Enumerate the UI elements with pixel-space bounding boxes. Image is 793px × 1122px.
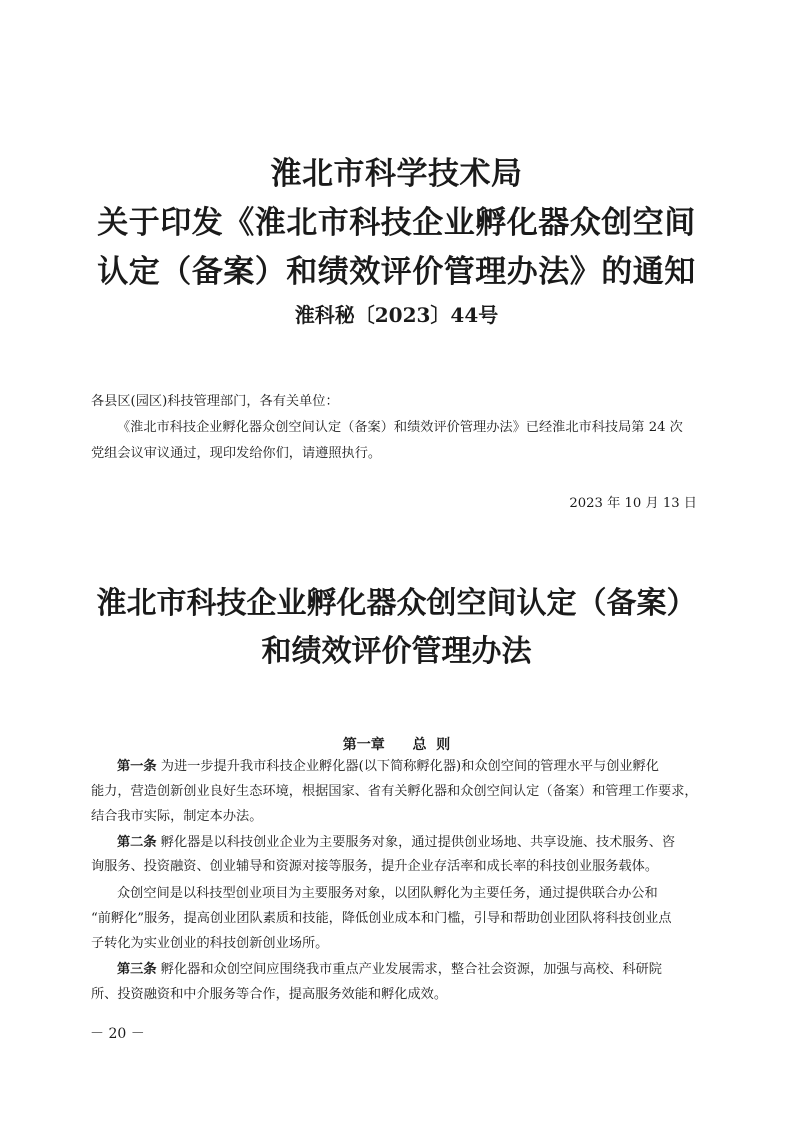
notice-body-line1: 《淮北市科技企业孵化器众创空间认定（备案）和绩效评价管理办法》已经淮北市科技局第 24 次 [117,420,683,435]
article2-para2-line2: “前孵化”服务，提高创业团队素质和技能，降低创业成本和门槛，引导和帮助创业团队将科技创业点 [91,911,672,926]
notice-date: 2023 年 10 月 13 日 [569,496,697,511]
document-number: 淮科秘〔2023〕44号 [294,303,499,327]
article3-line2: 所、投资融资和中介服务等合作，提高服务效能和孵化成效。 [91,987,448,1002]
salutation: 各县区(园区)科技管理部门，各有关单位： [91,394,339,409]
notice-title-line1: 淮北市科学技术局 [270,156,523,192]
chapter-heading [0,734,793,754]
article1-label: 第一条 [117,759,157,774]
notice-body-line2: 党组会议审议通过，现印发给你们，请遵照执行。 [91,446,382,461]
notice-title-line3: 认定（备案）和绩效评价管理办法》的通知 [97,254,696,290]
article3-label: 第三条 [117,962,157,977]
article1-text: 为进一步提升我市科技企业孵化器(以下简称孵化器)和众创空间的管理水平与创业孵化 [160,759,659,774]
chapter-name: 总 则 [412,737,451,753]
article2-label: 第二条 [117,835,157,850]
article1-line2: 能力，营造创新创业良好生态环境，根据国家、省有关孵化器和众创空间认定（备案）和管理工作要求， [91,784,698,799]
article2-text: 孵化器是以科技创业企业为主要服务对象，通过提供创业场地、共享设施、技术服务、咨 [160,835,676,850]
article3-text: 孵化器和众创空间应围绕我市重点产业发展需求，整合社会资源，加强与高校、科研院 [160,962,662,977]
article2-para2-line3: 子转化为实业创业的科技创新创业场所。 [91,936,329,951]
article2-line2: 询服务、投资融资、创业辅导和资源对接等服务，提升企业存活率和成长率的科技创业服务载体。 [91,859,659,874]
article2-para2-line1: 众创空间是以科技型创业项目为主要服务对象，以团队孵化为主要任务，通过提供联合办公和 [117,886,658,901]
article1-line1 [117,757,659,777]
page-number: － 20 － [90,1026,145,1042]
measures-title-line2: 和绩效评价管理办法 [261,634,532,669]
article3-line1 [117,960,662,980]
article2-line1 [117,833,675,853]
measures-title-line1: 淮北市科技企业孵化器众创空间认定（备案） [96,586,697,621]
article1-line3: 结合我市实际，制定本办法。 [91,809,263,824]
notice-title-line2: 关于印发《淮北市科技企业孵化器众创空间 [97,205,696,241]
chapter-label: 第一章 [342,737,385,753]
